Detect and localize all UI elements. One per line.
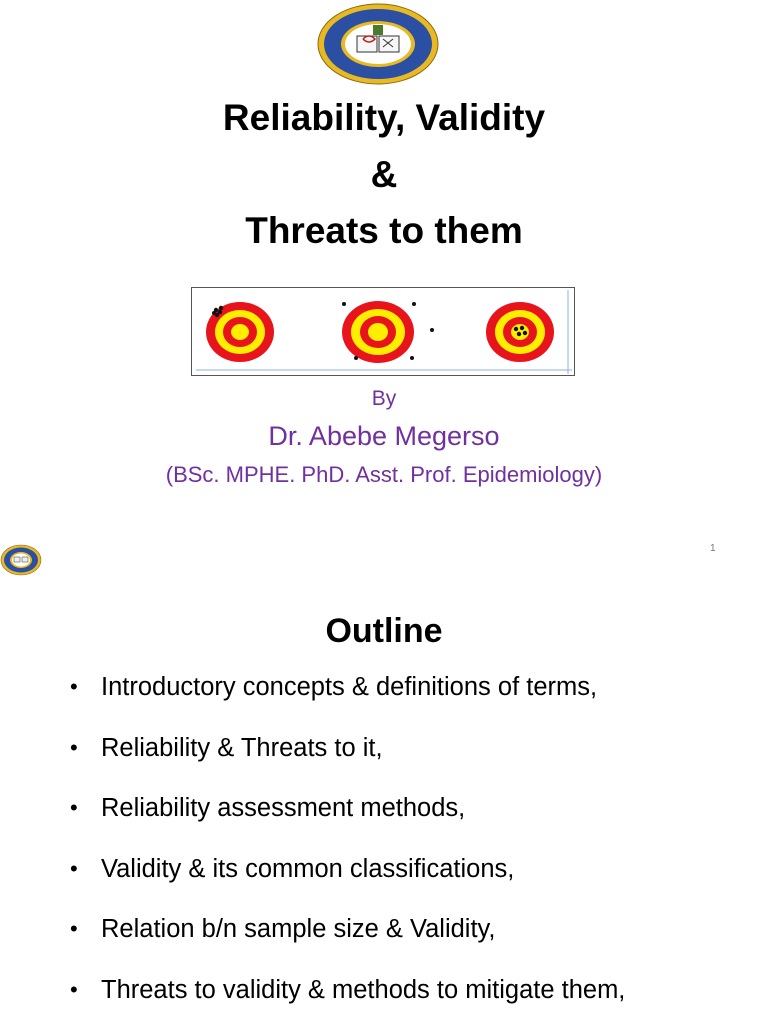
bullet-icon: •: [70, 910, 78, 948]
list-item: [0, 729, 768, 790]
targets-image: [191, 287, 575, 376]
bullet-icon: •: [70, 789, 78, 827]
author-credentials: (BSc. MPHE. PhD. Asst. Prof. Epidemiology): [0, 462, 768, 488]
bullet-icon: •: [70, 668, 78, 706]
target-not-reliable: [342, 301, 434, 363]
list-item-text: Introductory concepts & definitions of terms,: [101, 673, 597, 701]
bullet-icon: •: [70, 850, 78, 888]
list-item-text: Relation b/n sample size & Validity,: [101, 915, 496, 943]
outline-list: [0, 668, 768, 1031]
bullet-icon: •: [70, 971, 78, 1009]
outline-slide: [0, 580, 768, 1024]
title-line-1: Reliability, Validity: [0, 90, 768, 146]
list-item-text: Threats to validity & methods to mitigate them,: [101, 976, 625, 1004]
page-number: 1: [710, 543, 716, 554]
author-name: Dr. Abebe Megerso: [0, 421, 768, 452]
title-line-2: &: [0, 147, 768, 203]
list-item-text: Reliability assessment methods,: [101, 794, 465, 822]
title-line-3: Threats to them: [0, 203, 768, 259]
target-reliable-not-valid: [206, 302, 274, 362]
list-item: [0, 668, 768, 729]
list-item: [0, 789, 768, 850]
outline-title: Outline: [0, 612, 768, 651]
list-item: [0, 971, 768, 1031]
bullet-icon: •: [70, 729, 78, 767]
target-reliable-valid: [486, 302, 554, 362]
list-item-text: Reliability & Threats to it,: [101, 734, 383, 762]
list-item: [0, 910, 768, 971]
college-logo: [317, 3, 439, 85]
list-item: [0, 850, 768, 911]
by-label: By: [0, 387, 768, 411]
list-item-text: Validity & its common classifications,: [101, 855, 514, 883]
college-logo-small: [0, 544, 42, 576]
targets-illustration: [192, 288, 574, 375]
